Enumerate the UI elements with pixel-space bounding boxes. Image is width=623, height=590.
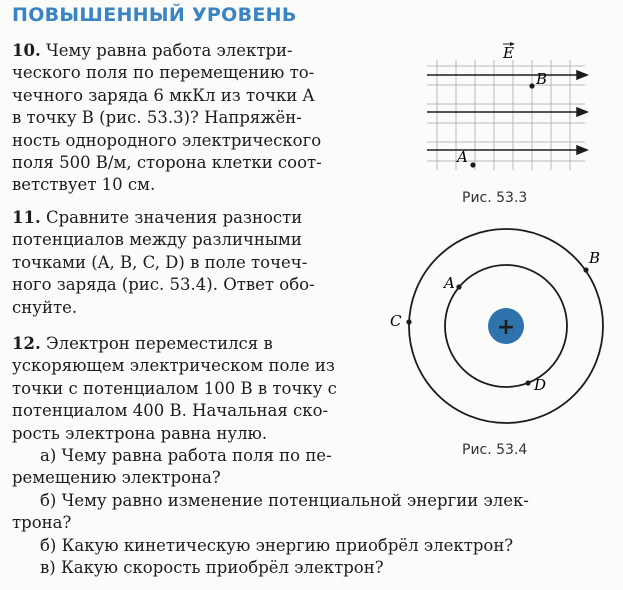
problem-11 (12, 207, 367, 319)
problem-10-line: в точку B (рис. 53.3)? Напряжён- (12, 108, 302, 128)
point-a-label: A (444, 274, 455, 292)
section-header: ПОВЫШЕННЫЙ УРОВЕНЬ (12, 4, 297, 26)
problem-10-number: 10. (12, 41, 41, 60)
problem-10-line: поля 500 В/м, сторона клетки соот- (12, 153, 322, 173)
problem-12-line: рость электрона равна нулю. (12, 423, 268, 443)
subquestion-c: в) Какую скорость приобрёл электрон? (40, 558, 384, 577)
problem-11-number: 11. (12, 208, 41, 227)
point-b-dot (583, 267, 588, 272)
problem-10 (12, 40, 367, 197)
arrow-icon (577, 146, 587, 154)
arrow-icon (577, 108, 587, 116)
problem-12-line: 12. Электрон переместился в (12, 334, 273, 353)
subquestion-a: а) Чему равна работа поля по пе- ремещению электрона? (12, 446, 332, 488)
subquestion-b2: б) Какую кинетическую энергию приобрёл электрон? (40, 536, 514, 555)
problem-10-line: ветствует 10 см. (12, 175, 156, 195)
problem-11-line: 11. Сравните значения разности (12, 208, 303, 227)
problem-10-line: ческого поля по перемещению то- (12, 63, 315, 83)
figure-53-3 (415, 40, 615, 180)
problem-12-line: ускоряющем электрическом поле из (12, 356, 335, 376)
problem-11-line: точками (A, B, C, D) в поле точеч- (12, 252, 308, 272)
problem-11-line: потенциалов между различными (12, 230, 302, 250)
point-c-dot (406, 319, 411, 324)
problem-10-line: чечного заряда 6 мкКл из точки A (12, 85, 315, 105)
problem-12-line: потенциалом 400 В. Начальная ско- (12, 401, 329, 421)
problem-10-line: ность однородного электрического (12, 130, 322, 150)
charge-sign: + (496, 315, 516, 340)
figure-53-3-caption: Рис. 53.3 (462, 190, 528, 206)
grid (427, 60, 585, 170)
subquestion-b: б) Чему равно изменение потенциальной энергии элек- трона? (12, 491, 529, 533)
point-a-label: A (457, 148, 468, 166)
point-b-label: B (536, 70, 548, 88)
point-b-label: B (589, 249, 601, 267)
arrow-icon (577, 71, 587, 79)
problem-12-line: точки с потенциалом 100 В в точку с (12, 378, 337, 398)
point-b-dot (529, 83, 534, 88)
point-a-dot (470, 162, 475, 167)
problem-11-line: ного заряда (рис. 53.4). Ответ обо- (12, 275, 315, 295)
point-d-label: D (534, 376, 547, 394)
svg-text:E: E (503, 44, 514, 62)
figure-53-4 (380, 220, 620, 440)
field-vector-label (502, 42, 515, 62)
point-d-dot (525, 380, 530, 385)
figure-53-4-caption: Рис. 53.4 (462, 442, 528, 458)
problem-12-number: 12. (12, 334, 41, 353)
problem-12 (12, 333, 367, 445)
point-c-label: C (390, 312, 402, 330)
problem-11-line: снуйте. (12, 297, 78, 317)
problem-10-line: 10. Чему равна работа электри- (12, 41, 293, 60)
point-a-dot (456, 284, 461, 289)
